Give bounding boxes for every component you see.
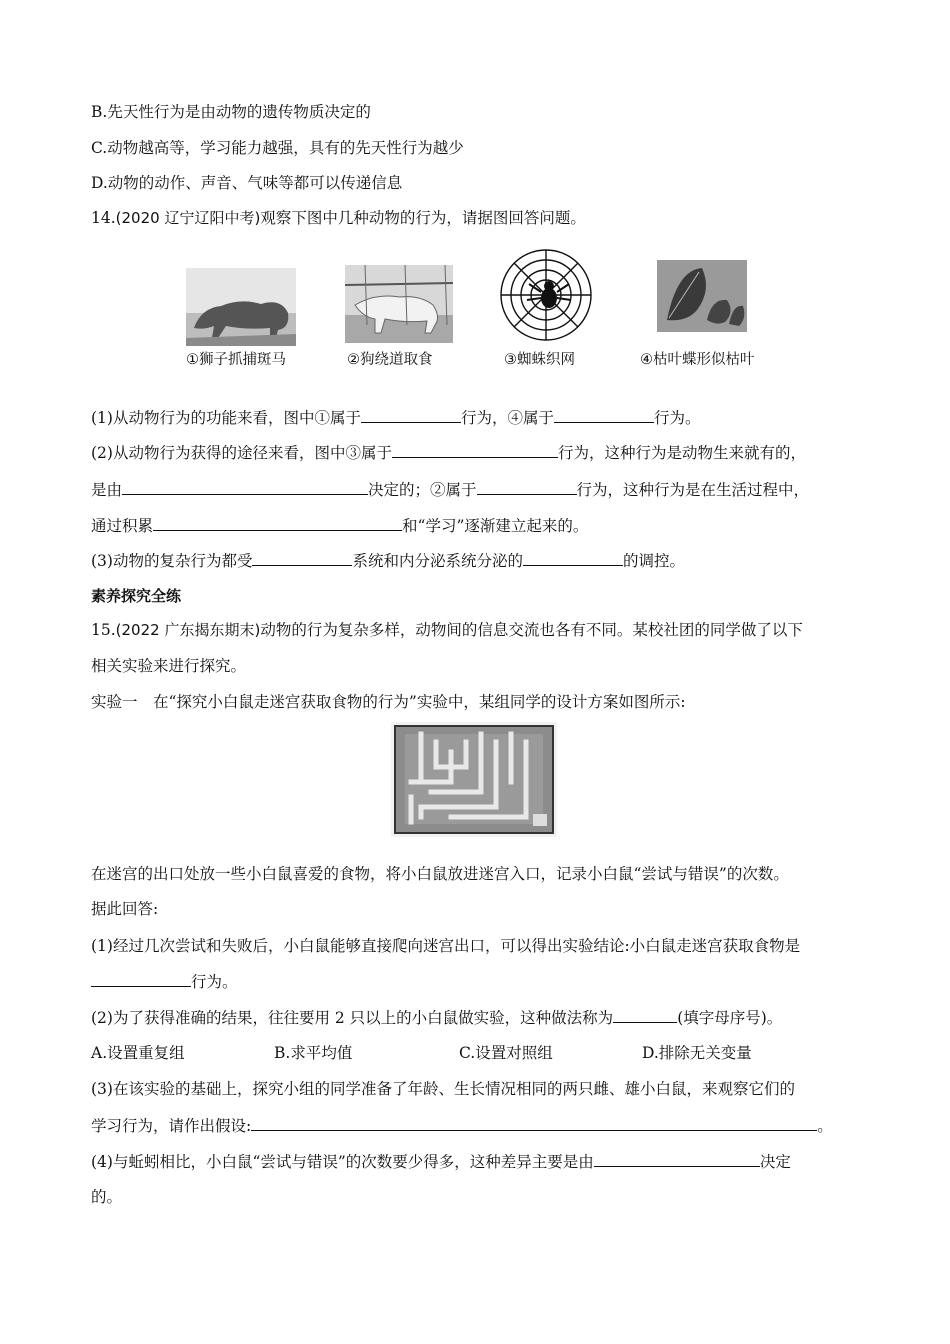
option-d: D.排除无关变量	[642, 1044, 752, 1062]
section-heading: 素养探究全练	[91, 587, 182, 605]
question-text: 动物的行为复杂多样，动物间的信息交流也各有不同。某校社团的同学做了以下	[260, 621, 803, 639]
text: 决定	[759, 1153, 791, 1171]
figure-caption-2: ②狗绕道取食	[347, 352, 433, 368]
text: (1)从动物行为的功能来看，图中①属于	[91, 409, 361, 427]
figure-caption-3: ③蜘蛛织网	[504, 352, 575, 368]
figure-caption-4: ④枯叶蝶形似枯叶	[640, 352, 755, 368]
text: (填字母序号)。	[677, 1009, 783, 1027]
text: (2)为了获得准确的结果，往往要用 2 只以上的小白鼠做实验，这种做法称为	[91, 1009, 614, 1027]
answer-blank[interactable]	[594, 1151, 760, 1167]
q15-part3-line2	[91, 1115, 833, 1136]
text: 通过积累	[91, 517, 154, 535]
text: 行为，这种行为是在生活过程中，	[576, 481, 810, 499]
text: 和“学习”逐渐建立起来的。	[402, 517, 589, 535]
text: 行为，④属于	[460, 409, 554, 427]
q14-part2-line3	[91, 515, 588, 536]
question-source: (2020 辽宁辽阳中考)	[115, 209, 261, 227]
q14-part3	[91, 550, 685, 571]
option-c: C.设置对照组	[459, 1044, 553, 1062]
q13-option-b: B.先天性行为是由动物的遗传物质决定的	[91, 103, 371, 121]
text: 行为。	[191, 973, 238, 991]
answer-blank[interactable]	[361, 407, 461, 423]
option-b: B.求平均值	[274, 1044, 353, 1062]
answer-blank[interactable]	[91, 971, 191, 987]
answer-blank[interactable]	[477, 479, 577, 495]
q15-description-line1: 在迷宫的出口处放一些小白鼠喜爱的食物，将小白鼠放进迷宫入口，记录小白鼠“尝试与错误”的次数。	[91, 865, 789, 883]
question-number: 14.	[91, 209, 116, 227]
leaf-butterfly-image	[657, 260, 747, 332]
answer-blank[interactable]	[523, 550, 623, 566]
q15-part3-line1: (3)在该实验的基础上，探究小组的同学准备了年龄、生长情况相同的两只雌、雄小白鼠，来观察它们的	[91, 1080, 795, 1098]
lion-image	[186, 268, 296, 346]
q13-option-c: C.动物越高等，学习能力越强，具有的先天性行为越少	[91, 139, 464, 157]
answer-blank[interactable]	[613, 1007, 677, 1023]
text: (3)动物的复杂行为都受	[91, 552, 253, 570]
q15-part2	[91, 1007, 782, 1028]
answer-blank[interactable]	[153, 515, 402, 531]
q14-stem	[91, 208, 586, 228]
q15-experiment-1: 实验一 在“探究小白鼠走迷宫获取食物的行为”实验中，某组同学的设计方案如图所示:	[91, 693, 686, 711]
spider-web-image	[497, 248, 595, 343]
text: 行为。	[653, 409, 701, 427]
q15-part1-line1: (1)经过几次尝试和失败后，小白鼠能够直接爬向迷宫出口，可以得出实验结论:小白鼠走迷宫获取食物是	[91, 937, 801, 955]
question-source: (2022 广东揭东期末)	[115, 621, 261, 639]
text: 。	[817, 1117, 833, 1135]
answer-blank[interactable]	[554, 407, 654, 423]
q15-description-line2: 据此回答:	[91, 900, 159, 918]
text: 学习行为，请作出假设:	[91, 1117, 252, 1135]
text: (2)从动物行为获得的途径来看，图中③属于	[91, 444, 392, 462]
q13-option-d: D.动物的动作、声音、气味等都可以传递信息	[91, 174, 403, 192]
q14-part1	[91, 407, 701, 428]
text: 的调控。	[622, 552, 685, 570]
text: 行为，这种行为是动物生来就有的，	[557, 444, 806, 462]
text: 决定的；②属于	[368, 481, 477, 499]
q15-part4-line1	[91, 1151, 791, 1172]
text: 系统和内分泌系统分泌的	[352, 552, 523, 570]
q15-stem-line1	[91, 620, 803, 640]
option-a: A.设置重复组	[91, 1044, 185, 1062]
dog-image	[345, 265, 453, 343]
answer-blank[interactable]	[122, 479, 368, 495]
q15-part4-line2: 的。	[91, 1188, 123, 1206]
q14-part2-line1	[91, 442, 806, 463]
answer-blank[interactable]	[392, 442, 558, 458]
q14-part2-line2	[91, 479, 809, 500]
question-text: 观察下图中几种动物的行为，请据图回答问题。	[260, 209, 586, 227]
answer-blank[interactable]	[252, 550, 352, 566]
text: 是由	[91, 481, 123, 499]
figure-caption-1: ①狮子抓捕斑马	[186, 352, 286, 368]
q15-part1-line2	[91, 971, 238, 992]
text: (4)与蚯蚓相比，小白鼠“尝试与错误”的次数要少得多，这种差异主要是由	[91, 1153, 594, 1171]
q15-stem-line2: 相关实验来进行探究。	[91, 657, 247, 675]
answer-blank[interactable]	[251, 1115, 817, 1131]
question-number: 15.	[91, 621, 116, 639]
maze-image	[391, 722, 557, 837]
